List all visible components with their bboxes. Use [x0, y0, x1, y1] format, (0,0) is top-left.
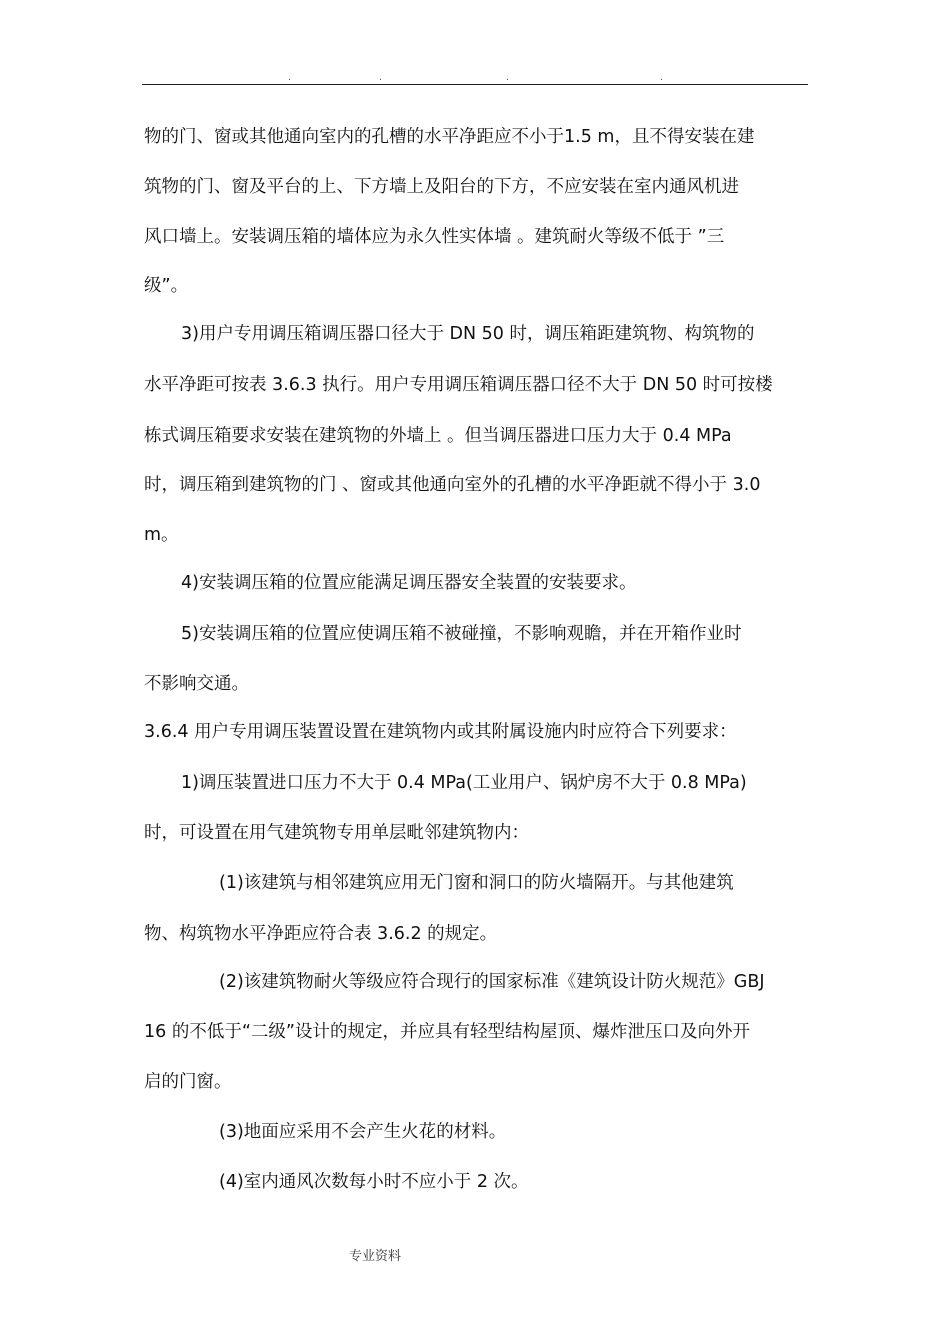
body-line: 级”。 [144, 276, 189, 296]
body-line: 5)安装调压箱的位置应使调压箱不被碰撞，不影响观瞻，并在开箱作业时 [181, 624, 742, 644]
body-line: 4)安装调压箱的位置应能满足调压器安全装置的安装要求。 [181, 573, 637, 593]
body-line: 不影响交通。 [144, 674, 249, 694]
body-line: (2)该建筑物耐火等级应符合现行的国家标准《建筑设计防火规范》GBJ [219, 972, 765, 992]
body-line: 时，调压箱到建筑物的门 、窗或其他通向室外的孔槽的水平净距就不得小于 3.0 [144, 475, 761, 495]
body-line: 物、构筑物水平净距应符合表 3.6.2 的规定。 [144, 924, 498, 944]
body-line: 物的门、窗或其他通向室内的孔槽的水平净距应不小于1.5 m，且不得安装在建 [144, 127, 755, 147]
body-line: 启的门窗。 [144, 1072, 232, 1092]
body-line: (1)该建筑与相邻建筑应用无门窗和洞口的防火墙隔开。与其他建筑 [219, 873, 734, 893]
section-heading: 3.6.4 用户专用调压装置设置在建筑物内或其附属设施内时应符合下列要求： [144, 722, 737, 742]
body-line: 筑物的门、窗及平台的上、下方墙上及阳台的下方，不应安装在室内通风机进 [144, 177, 739, 197]
body-line: 栋式调压箱要求安装在建筑物的外墙上 。但当调压器进口压力大于 0.4 MPa [144, 426, 732, 446]
body-line: 时，可设置在用气建筑物专用单层毗邻建筑物内： [144, 823, 529, 843]
footer-label: 专业资料 [348, 1249, 401, 1264]
body-line: 风口墙上。安装调压箱的墙体应为永久性实体墙 。建筑耐火等级不低于 ”三 [144, 227, 725, 247]
body-line: 水平净距可按表 3.6.3 执行。用户专用调压箱调压器口径不大于 DN 50 时可按楼 [144, 375, 773, 395]
header-dot: . [506, 73, 509, 83]
body-line: (4)室内通风次数每小时不应小于 2 次。 [219, 1172, 529, 1192]
body-line: 3)用户专用调压箱调压器口径大于 DN 50 时，调压箱距建筑物、构筑物的 [181, 324, 755, 344]
header-dot: . [288, 73, 291, 83]
header-dot: . [660, 73, 663, 83]
header-dot: . [379, 73, 382, 83]
body-line: (3)地面应采用不会产生火花的材料。 [219, 1122, 507, 1142]
body-line: 16 的不低于“二级”设计的规定，并应具有轻型结构屋顶、爆炸泄压口及向外开 [144, 1022, 750, 1042]
header-rule [142, 84, 808, 85]
body-line: m。 [144, 525, 179, 545]
body-line: 1)调压装置进口压力不大于 0.4 MPa(工业用户、锅炉房不大于 0.8 MPa) [181, 773, 747, 793]
